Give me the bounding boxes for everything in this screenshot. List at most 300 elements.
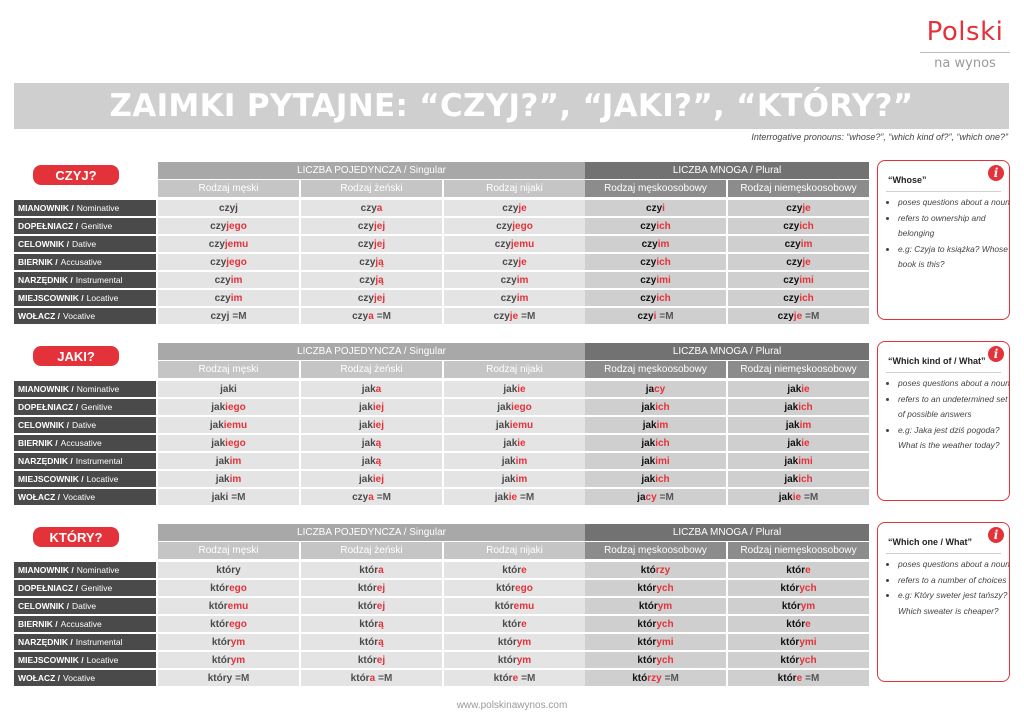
info-bullet: • refers to an undetermined set of possible answers [898,392,1010,423]
cell-stem: któr [502,618,522,630]
section-3 [14,522,1010,682]
table-cell [158,290,299,306]
cell-ending: ich [655,437,670,449]
cell-stem: czy [357,220,374,232]
case-name-pl: MIANOWNIK / [18,384,74,394]
case-name-pl: WOŁACZ / [18,673,61,683]
cell-stem: któr [208,600,228,612]
cell-ending: im [515,455,528,467]
cell-stem: czy [493,310,510,322]
cell-stem: jak [215,473,230,485]
cell-stem: czy [494,238,511,250]
cell-stem: któr [494,600,514,612]
cell-ending: imi [799,274,814,286]
cell-note: =M [804,491,819,503]
cell-ending: iego [511,401,532,413]
cell-ending: ich [656,256,671,268]
column-header: Rodzaj nijaki [444,361,585,378]
table-cell [444,218,585,234]
cell-ending: a [375,383,382,395]
cell-stem: jak [358,401,373,413]
case-label [14,381,156,397]
column-header: Rodzaj męski [158,542,299,559]
cell-stem: któr [357,654,377,666]
cell-ending: ymi [799,636,817,648]
cell-ending: im [799,419,812,431]
cell-stem: czy [783,274,800,286]
cell-note: =M [659,491,674,503]
table-cell [728,218,869,234]
cell-ending: rzy [647,672,662,684]
case-label [14,562,156,578]
table-cell [301,652,442,668]
table-cell [444,254,585,270]
cell-stem: jak [503,383,518,395]
cell-ending: iemu [223,419,248,431]
case-name-en: Dative [72,420,97,430]
cell-ending: im [230,274,243,286]
case-name-en: Dative [72,239,97,249]
cell-stem: czy [208,238,225,250]
page-title: ZAIMKI PYTAJNE: “CZYJ?”, “JAKI?”, “KTÓRY?” [109,88,914,124]
column-header: Rodzaj niemęskoosobowy [728,361,869,378]
case-label [14,399,156,415]
cell-stem: któ [632,672,648,684]
cell-ending: ych [799,654,817,666]
table-cell [585,435,726,451]
cell-stem: jak [361,437,376,449]
cell-ending: iej [372,401,385,413]
cell-stem: któr [357,582,377,594]
column-header: Rodzaj żeński [301,180,442,197]
table-cell [585,471,726,487]
table-cell [158,200,299,216]
column-header: Rodzaj niemęskoosobowy [728,542,869,559]
case-name-en: Locative [86,474,119,484]
cell-ending: jego [226,220,247,232]
table-cell [158,652,299,668]
cell-ending: im [656,419,669,431]
table-cell [585,290,726,306]
table-cell [301,634,442,650]
cell-ending: imi [798,455,813,467]
table-cell [728,471,869,487]
table-cell [728,254,869,270]
table-cell [585,236,726,252]
table-cell [158,435,299,451]
cell-ending: ym [230,654,246,666]
cell-stem: czy [500,274,517,286]
table-cell [158,381,299,397]
column-header: Rodzaj męski [158,180,299,197]
table-cell [158,580,299,596]
case-name-pl: MIEJSCOWNIK / [18,655,84,665]
cell-note: =M [659,310,674,322]
cell-stem: jak [358,473,373,485]
cell-stem: czy [783,292,800,304]
cell-stem: czy [214,292,231,304]
table-cell [585,254,726,270]
cell-stem: czy [640,274,657,286]
cell-ending: je [802,202,811,214]
cell-ending: emu [513,600,535,612]
cell-stem: jak [494,491,509,503]
cell-stem: któr [780,636,800,648]
cell-ending: ego [229,582,247,594]
cell-ending: ie [801,383,810,395]
cell-ending: i [653,310,657,322]
column-header: Rodzaj męskoosobowy [585,180,726,197]
table-cell [728,616,869,632]
case-label [14,652,156,668]
table-cell [301,489,442,505]
table-cell [728,272,869,288]
cell-ending: e [796,672,803,684]
cell-stem: czy [359,274,376,286]
cell-ending: a [368,310,374,322]
info-icon: i [988,346,1004,362]
table-cell [728,417,869,433]
cell-stem: czy [352,491,369,503]
table-cell [301,670,442,686]
info-bullet: • poses questions about a noun [898,195,1010,211]
plural-group-header: LICZBA MNOGA / Plural [585,524,869,541]
cell-stem: czy [210,220,227,232]
cell-note: =M [378,672,393,684]
cell-ending: ie [517,383,526,395]
table-cell [585,308,726,324]
table-cell [158,254,299,270]
table-cell [444,308,585,324]
cell-stem: jak [211,401,226,413]
cell-stem: jak [785,419,800,431]
cell-ending: imi [656,274,671,286]
table-cell [585,489,726,505]
table-cell [444,580,585,596]
case-name-pl: BIERNIK / [18,257,58,267]
case-label [14,308,156,324]
table-cell [301,417,442,433]
cell-stem: czy [784,238,801,250]
cell-stem: któr [497,636,517,648]
cell-ending: ej [376,600,386,612]
pronoun-badge: JAKI? [33,346,119,366]
cell-stem: czy [359,256,376,268]
cell-ending: cy [645,491,657,503]
table-cell [158,399,299,415]
info-bullet: • refers to ownership and belonging [898,211,1010,242]
table-cell [301,435,442,451]
cell-stem: któr [357,600,377,612]
table-cell [301,381,442,397]
cell-stem: czy [786,256,803,268]
cell-ending: ą [378,636,384,648]
cell-stem: jak [209,419,224,431]
cell-ending: ich [798,473,813,485]
cell-ending: emu [227,600,249,612]
cell-note: =M [232,310,247,322]
cell-ending: ich [655,473,670,485]
case-name-pl: DOPEŁNIACZ / [18,402,78,412]
table-cell [444,616,585,632]
info-box [877,522,1010,682]
info-box [877,341,1010,501]
info-bullet: • refers to a number of choices [898,573,1010,589]
table-cell [585,399,726,415]
case-name-pl: DOPEŁNIACZ / [18,583,78,593]
table-cell [728,562,869,578]
cell-ending: jemu [224,238,249,250]
table-cell [444,290,585,306]
table-cell [158,634,299,650]
table-cell [444,652,585,668]
column-header: Rodzaj żeński [301,361,442,378]
table-cell [301,272,442,288]
cell-note: =M [805,672,820,684]
cell-stem: czyj [210,310,230,322]
info-icon: i [988,165,1004,181]
cell-stem: któ [640,564,656,576]
cell-note: =M [235,672,250,684]
info-divider [886,372,1001,373]
cell-stem: czy [640,256,657,268]
table-cell [444,670,585,686]
cell-ending: ich [798,401,813,413]
cell-ending: je [793,310,803,322]
case-label [14,616,156,632]
table-cell [444,236,585,252]
table-cell [585,670,726,686]
info-divider [886,191,1001,192]
table-cell [444,598,585,614]
case-name-en: Genitive [80,583,113,593]
cell-stem: który [207,672,233,684]
cell-ending: ych [799,582,817,594]
footer-url[interactable]: www.polskinawynos.com [456,700,568,711]
table-cell [158,562,299,578]
case-label [14,272,156,288]
cell-ending: ego [515,582,533,594]
cell-stem: który [216,564,241,576]
case-name-en: Vocative [63,492,96,502]
table-cell [728,453,869,469]
table-cell [728,200,869,216]
cell-ending: cy [654,383,666,395]
cell-stem: czy [640,220,657,232]
table-cell [444,471,585,487]
cell-stem: ja [645,383,655,395]
cell-stem: któr [211,654,231,666]
column-header: Rodzaj męskoosobowy [585,361,726,378]
case-label [14,670,156,686]
cell-note: =M [521,310,536,322]
case-name-en: Accusative [60,257,102,267]
logo [920,18,1010,71]
info-box [877,160,1010,320]
case-name-pl: CELOWNIK / [18,239,69,249]
case-name-pl: WOŁACZ / [18,311,61,321]
case-name-pl: BIERNIK / [18,438,58,448]
column-header: Rodzaj żeński [301,542,442,559]
cell-ending: ym [800,600,816,612]
info-heading: “Which kind of / What” [888,356,986,366]
cell-stem: któr [210,618,230,630]
info-icon: i [988,527,1004,543]
info-divider [886,553,1001,554]
cell-stem: któr [637,582,657,594]
table-cell [301,616,442,632]
info-bullet: • poses questions about a noun [898,557,1010,573]
cell-stem: któr [786,618,806,630]
cell-stem: jak [211,437,226,449]
table-cell [301,218,442,234]
table-cell [158,236,299,252]
cell-note: =M [520,491,535,503]
cell-ending: e [521,618,527,630]
cell-ending: im [800,238,813,250]
cell-ending: ich [799,292,814,304]
cell-stem: któr [210,582,230,594]
table-cell [444,417,585,433]
cell-ending: im [515,473,528,485]
table-cell [158,272,299,288]
cell-ending: iemu [509,419,534,431]
page-subtitle: Interrogative pronouns: “whose?”, “which kind of?”, “which one?” [751,132,1008,142]
table-cell [301,453,442,469]
table-cell [585,616,726,632]
table-cell [585,272,726,288]
cell-ending: a [378,564,384,576]
logo-subtitle: na wynos [920,52,1010,71]
cell-note: =M [521,672,536,684]
cell-stem: jak [778,491,793,503]
singular-group-header: LICZBA POJEDYNCZA / Singular [158,162,585,179]
table-cell [585,652,726,668]
case-label [14,236,156,252]
cell-note: =M [231,491,246,503]
table-cell [158,417,299,433]
case-name-pl: NARZĘDNIK / [18,637,73,647]
case-name-en: Instrumental [75,456,123,466]
cell-stem: jak [641,473,656,485]
cell-ending: im [516,274,529,286]
cell-stem: czy [360,202,377,214]
info-heading: “Which one / What” [888,537,972,547]
table-cell [728,634,869,650]
cell-stem: któr [638,600,658,612]
cell-ending: a [369,672,376,684]
case-name-en: Nominative [76,565,120,575]
cell-stem: któr [781,600,801,612]
cell-stem: jak [361,383,376,395]
cell-ending: ego [229,618,247,630]
table-cell [585,417,726,433]
case-name-pl: WOŁACZ / [18,492,61,502]
plural-group-header: LICZBA MNOGA / Plural [585,343,869,360]
case-name-pl: MIANOWNIK / [18,565,74,575]
info-bullets [884,195,1010,273]
cell-stem: czy [500,292,517,304]
cell-ending: ją [375,274,384,286]
cell-ending: i [662,202,665,214]
info-bullet: • e.g: Który sweter jest tańszy? Which sweater is cheaper? [898,588,1010,619]
table-cell [728,652,869,668]
cell-stem: któr [637,654,657,666]
cell-stem: któr [637,636,657,648]
case-name-pl: MIEJSCOWNIK / [18,293,84,303]
case-label [14,580,156,596]
cell-stem: czy [641,238,658,250]
cell-ending: ym [516,654,532,666]
cell-ending: imi [655,455,670,467]
cell-stem: jak [215,455,230,467]
table-cell [585,381,726,397]
table-cell [728,435,869,451]
case-name-pl: CELOWNIK / [18,420,69,430]
case-name-en: Instrumental [75,637,123,647]
cell-ending: iej [372,419,385,431]
cell-stem: czy [502,202,519,214]
cell-ending: im [230,292,243,304]
cell-ending: jemu [510,238,535,250]
table-cell [301,562,442,578]
case-name-pl: NARZĘDNIK / [18,456,73,466]
table-cell [585,580,726,596]
info-bullets [884,376,1010,454]
case-label [14,435,156,451]
plural-group-header: LICZBA MNOGA / Plural [585,162,869,179]
case-name-pl: MIEJSCOWNIK / [18,474,84,484]
case-name-pl: DOPEŁNIACZ / [18,221,78,231]
cell-stem: czy [352,310,369,322]
case-label [14,634,156,650]
cell-ending: im [229,455,242,467]
section-2 [14,341,1010,501]
cell-ending: ą [375,455,382,467]
cell-stem: jaki [220,383,237,395]
cell-stem: jak [784,473,799,485]
cell-ending: ej [376,582,386,594]
case-name-en: Genitive [80,402,113,412]
cell-ending: ie [801,437,810,449]
cell-stem: jak [501,455,516,467]
case-name-en: Locative [86,293,119,303]
case-name-en: Nominative [76,384,120,394]
case-name-en: Genitive [80,221,113,231]
cell-ending: je [518,256,527,268]
cell-stem: któr [359,618,379,630]
column-header: Rodzaj nijaki [444,180,585,197]
case-label [14,200,156,216]
cell-ending: ie [792,491,802,503]
cell-ending: a [368,491,374,503]
cell-stem: czyj [219,202,238,214]
table-cell [585,453,726,469]
table-cell [301,308,442,324]
cell-stem: czy [496,220,513,232]
cell-ending: ą [375,437,382,449]
title-bar [14,83,1009,129]
cell-stem: czy [210,256,227,268]
table-cell [301,580,442,596]
case-label [14,254,156,270]
table-cell [158,670,299,686]
case-label [14,598,156,614]
cell-stem: jak [501,473,516,485]
cell-ending: im [229,473,242,485]
cell-stem: któr [496,582,516,594]
cell-stem: jak [497,401,512,413]
